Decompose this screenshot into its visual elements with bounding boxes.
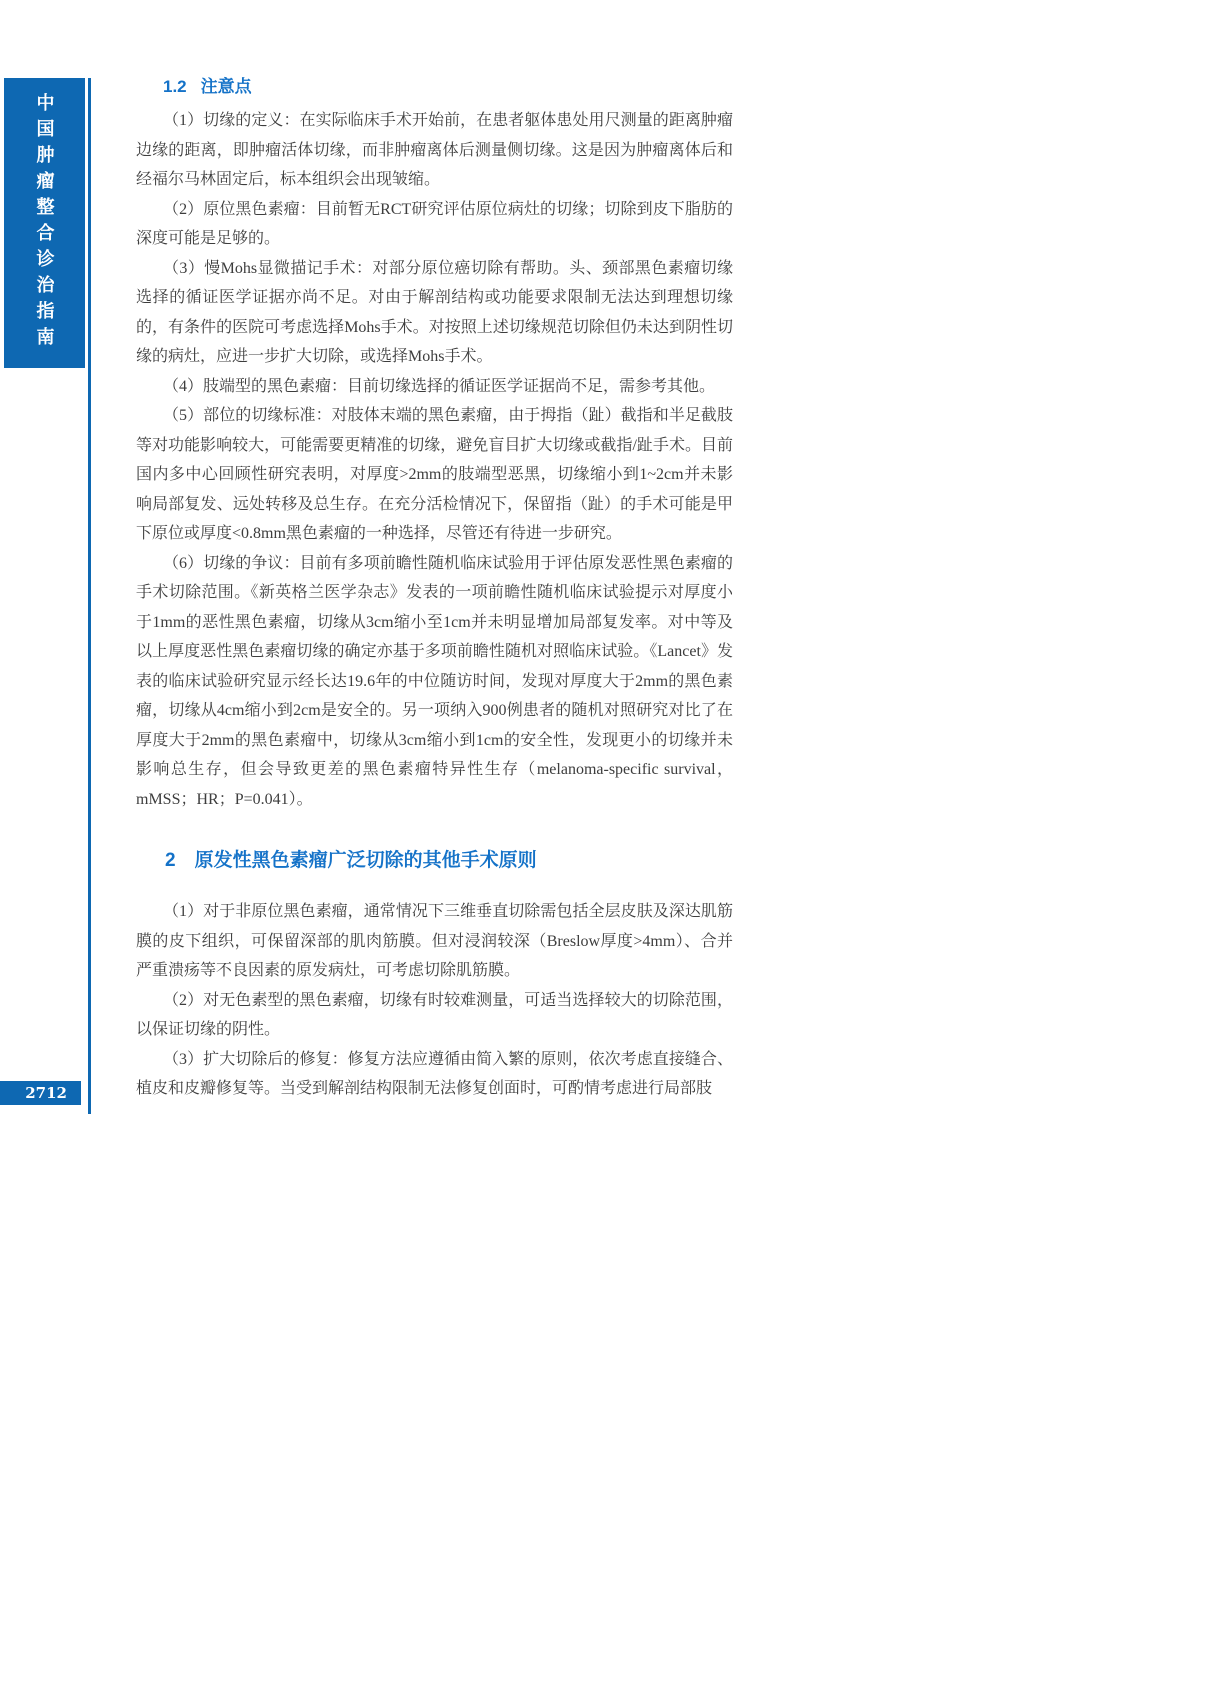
paragraph: （2）原位黑色素瘤：目前暂无RCT研究评估原位病灶的切缘；切除到皮下脂肪的深度可能是足够的。 [136, 200, 733, 247]
section-title: 原发性黑色素瘤广泛切除的其他手术原则 [194, 850, 537, 871]
paragraph: （1）切缘的定义：在实际临床手术开始前，在患者躯体患处用尺测量的距离肿瘤边缘的距离，即肿瘤活体切缘，而非肿瘤离体后测量侧切缘。这是因为肿瘤离体后和经福尔马林固定后，标本组织会出现皱缩。 [136, 112, 733, 188]
section-number: 1.2 [163, 77, 187, 96]
section-heading-1-2 [163, 72, 733, 97]
paragraph: （5）部位的切缘标准：对肢体末端的黑色素瘤，由于拇指（趾）截指和半足截肢等对功能影响较大，可能需要更精准的切缘，避免盲目扩大切缘或截指/趾手术。目前国内多中心回顾性研究表明，对厚度>2mm的肢端型恶黑，切缘缩小到1~2cm并未影响局部复发、远处转移及总生存。在充分活检情况下，保留指（趾）的手术可能是甲下原位或厚度<0.8mm黑色素瘤的一种选择，尽管还有待进一步研究。 [136, 407, 733, 542]
section-title: 注意点 [200, 77, 252, 96]
paragraph: （1）对于非原位黑色素瘤，通常情况下三维垂直切除需包括全层皮肤及深达肌筋膜的皮下组织，可保留深部的肌肉筋膜。但对浸润较深（Breslow厚度>4mm）、合并严重溃疡等不良因素的原发病灶，可考虑切除肌筋膜。 [136, 903, 733, 979]
paragraph: （3）扩大切除后的修复：修复方法应遵循由简入繁的原则，依次考虑直接缝合、植皮和皮瓣修复等。当受到解剖结构限制无法修复创面时，可酌情考虑进行局部肢 [136, 1050, 733, 1097]
page-number-badge: 2712 [0, 1081, 81, 1105]
paragraph: （2）对无色素型的黑色素瘤，切缘有时较难测量，可适当选择较大的切除范围，以保证切缘的阴性。 [136, 991, 733, 1038]
paragraph: （4）肢端型的黑色素瘤：目前切缘选择的循证医学证据尚不足，需参考其他。 [163, 377, 716, 395]
margin-divider-rule [88, 78, 91, 1114]
paragraph: （6）切缘的争议：目前有多项前瞻性随机临床试验用于评估原发恶性黑色素瘤的手术切除范围。《新英格兰医学杂志》发表的一项前瞻性随机临床试验提示对厚度小于1mm的恶性黑色素瘤，切缘从3cm缩小至1cm并未明显增加局部复发率。对中等及以上厚度恶性黑色素瘤切缘的确定亦基于多项前瞻性随机对照临床试验。《Lancet》发表的临床试验研究显示经长达19.6年的中位随访时间，发现对厚度大于2mm的黑色素瘤，切缘从4cm缩小到2cm是安全的。另一项纳入900例患者的随机对照研究对比了在厚度大于2mm的黑色素瘤中，切缘从3cm缩小到1cm的安全性，发现更小的切缘并未影响总生存，但会导致更差的黑色素瘤特异性生存（melanoma-specific survival，mMSS；HR；P=0.041）。 [136, 554, 733, 808]
book-title-vertical-bar: 中国肿瘤整合诊治指南 [4, 78, 85, 368]
section-heading-2 [165, 845, 733, 872]
content-column [136, 72, 733, 1104]
paragraph: （3）慢Mohs显微描记手术：对部分原位癌切除有帮助。头、颈部黑色素瘤切缘选择的循证医学证据亦尚不足。对由于解剖结构或功能要求限制无法达到理想切缘的，有条件的医院可考虑选择Mohs手术。对按照上述切缘规范切除但仍未达到阴性切缘的病灶，应进一步扩大切除，或选择Mohs手术。 [136, 259, 733, 365]
section-number: 2 [165, 850, 176, 871]
